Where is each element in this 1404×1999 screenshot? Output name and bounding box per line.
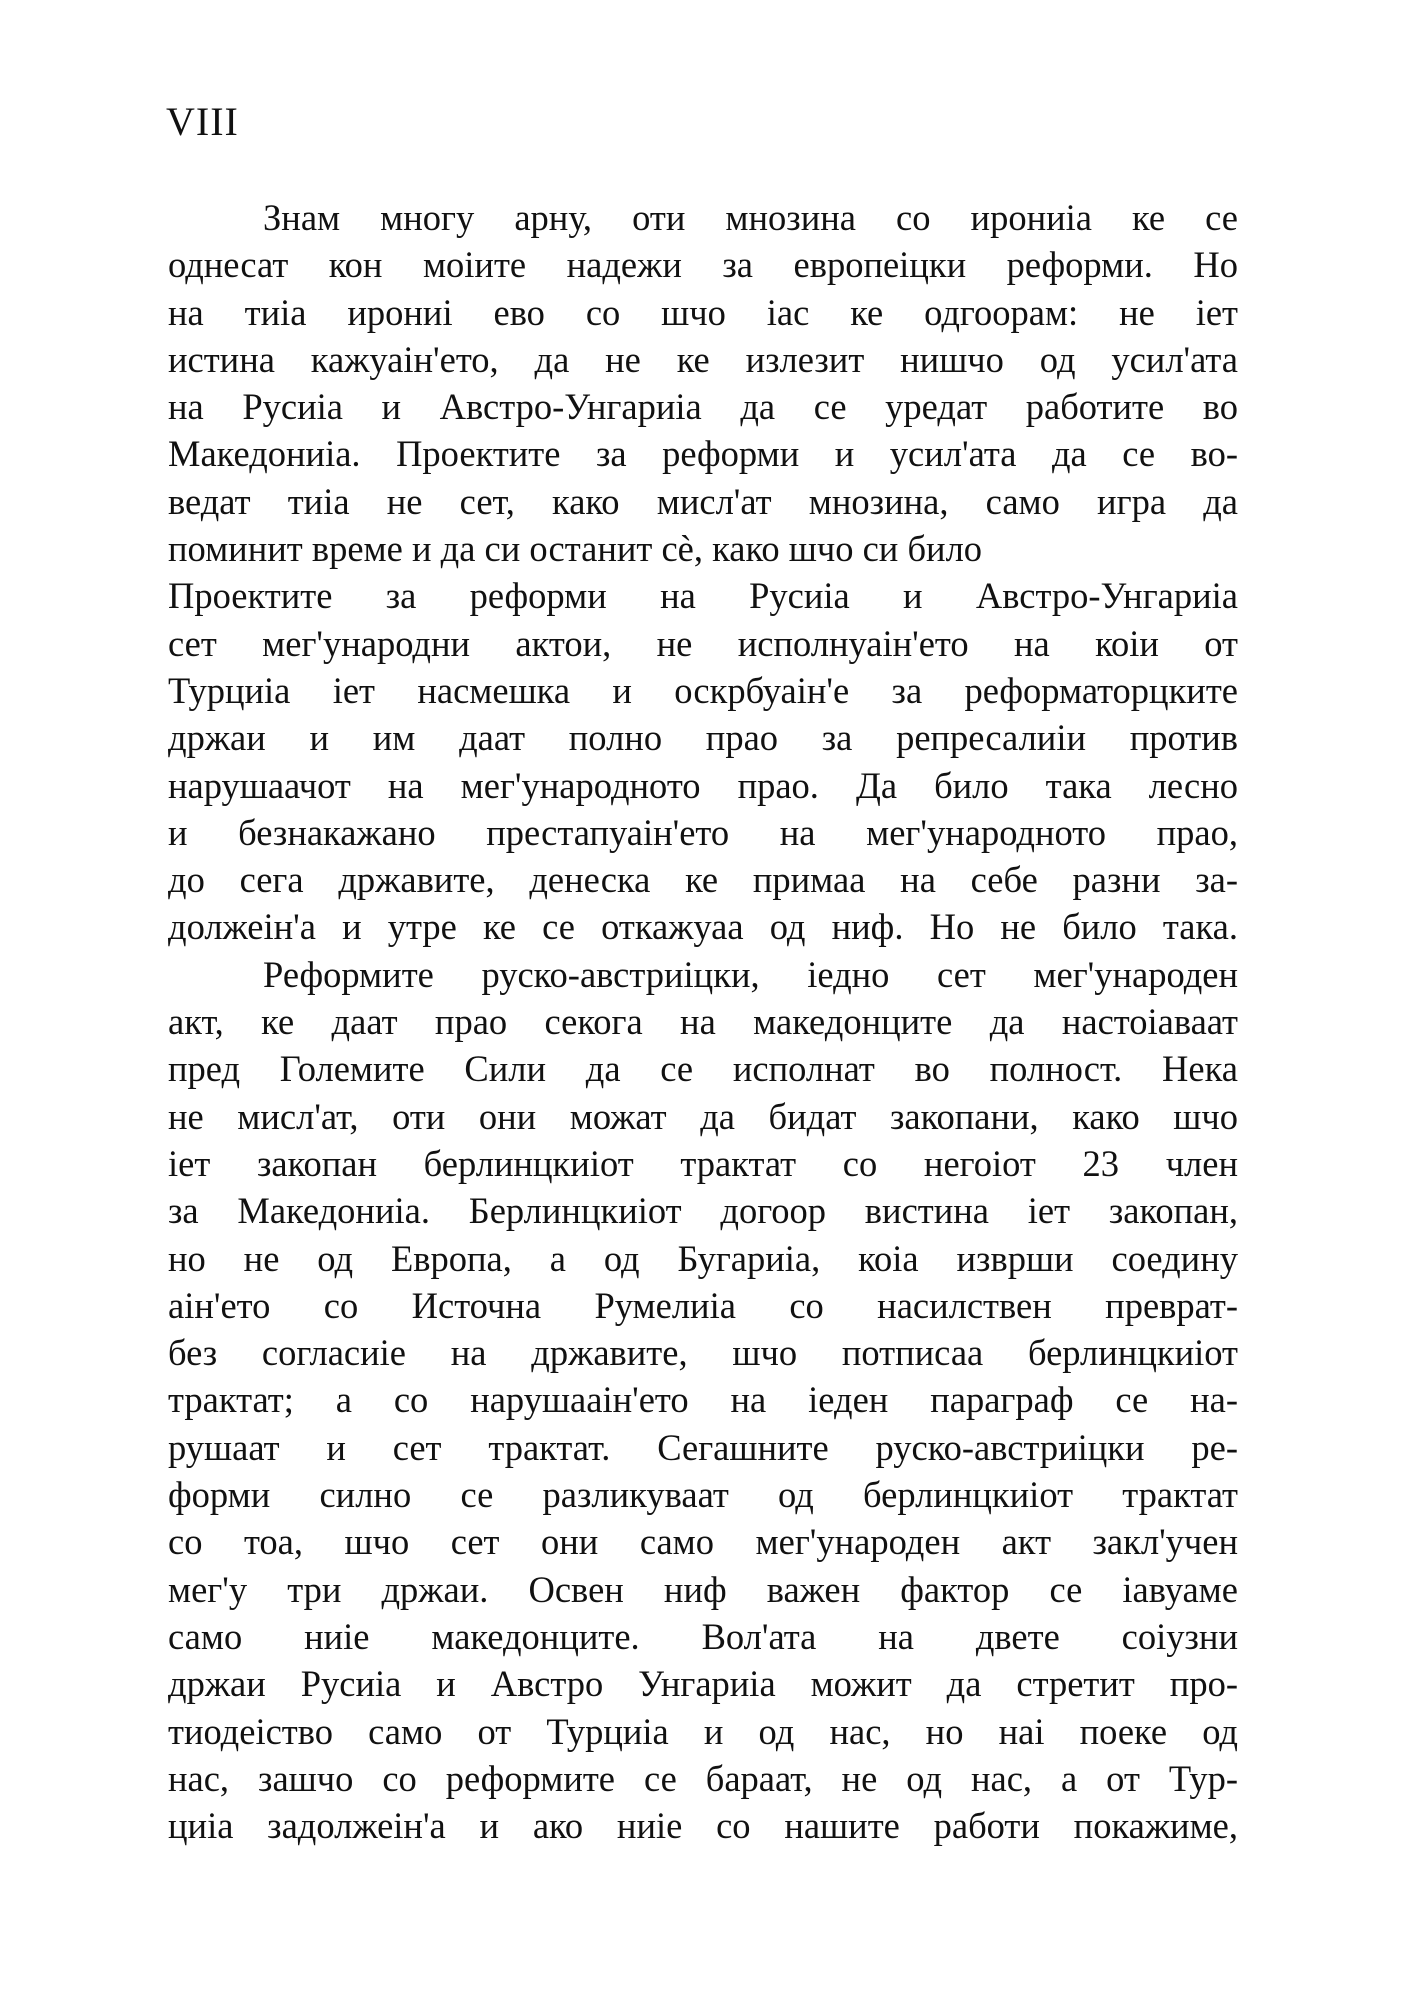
text-line: Знам многу арну, оти мнозина со ирониіа ке се [263, 197, 1238, 238]
text-line: должеін'а и утре ке се откажуаа од ниф. Но не било така. [168, 906, 1238, 948]
text-line: на Русиіа и Австро-Унгариіа да се уредат работите во [168, 386, 1238, 428]
text-line: рушаат и сет трактат. Сегашните руско-австриіцки ре- [168, 1426, 1238, 1468]
text-line: Турциіа іет насмешка и оскрбуаін'е за реформаторцките [168, 669, 1238, 711]
text-line: за Македониіа. Берлинцкиіот догоор вистина іет закопан, [168, 1190, 1238, 1232]
body-text [168, 194, 1238, 1849]
text-line: не мисл'ат, оти они можат да бидат закопани, како шчо [168, 1095, 1238, 1137]
text-line: со тоа, шчо сет они само мег'ународен акт закл'учен [168, 1521, 1238, 1563]
text-line: іет закопан берлинцкиіот трактат со негоіот 23 член [168, 1142, 1238, 1184]
text-line: нас, зашчо со реформите се бараат, не од нас, а от Тур- [168, 1757, 1238, 1799]
text-line: Реформите руско-австриіцки, іедно сет мег'ународен [263, 953, 1238, 995]
text-line: држаи Русиіа и Австро Унгариіа можит да стретит про- [168, 1663, 1238, 1705]
text-line: без согласиіе на државите, шчо потписаа берлинцкиіот [168, 1332, 1238, 1374]
text-line: пред Големите Сили да се исполнат во полност. Нека [168, 1048, 1238, 1090]
text-line: однесат кон моіите надежи за европеіцки реформи. Но [168, 244, 1238, 286]
text-line: аін'ето со Источна Румелиіа со насилствен преврат- [168, 1284, 1238, 1326]
text-line: истина кажуаін'ето, да не ке излезит нишчо од усил'ата [168, 338, 1238, 380]
text-line: поминит време и да си останит сè, како шчо си било [168, 528, 983, 570]
page-number: VIII [166, 99, 239, 144]
text-line: акт, ке даат прао секога на македонците да настоіаваат [168, 1001, 1238, 1043]
text-line: мег'у три држаи. Освен ниф важен фактор се іавуаме [168, 1568, 1238, 1610]
text-line: ведат тиіа не сет, како мисл'ат мнозина, само игра да [168, 480, 1238, 522]
text-line: но не од Европа, а од Бугариіа, коіа изврши соедину [168, 1237, 1238, 1279]
text-line: трактат; а со нарушааін'ето на іеден параграф се на- [168, 1379, 1238, 1421]
text-line: сет мег'ународни актои, не исполнуаін'ето на коіи от [168, 622, 1238, 664]
text-line: и безнакажано престапуаін'ето на мег'ународното прао, [168, 811, 1238, 853]
text-line: форми силно се разликуваат од берлинцкиіот трактат [168, 1474, 1238, 1516]
text-line: на тиіа ирониі ево со шчо іас ке одгоорам: не іет [168, 291, 1238, 333]
text-line: Македониіа. Проектите за реформи и усил'ата да се во- [168, 433, 1238, 475]
text-line: држаи и им даат полно прао за репресалиіи против [168, 717, 1238, 759]
text-line: нарушаачот на мег'ународното прао. Да било така лесно [168, 764, 1238, 806]
text-line: само ниіе македонците. Вол'ата на двете соіузни [168, 1615, 1238, 1657]
text-line: Проектите за реформи на Русиіа и Австро-Унгариіа [168, 575, 1238, 617]
text-line: до сега државите, денеска ке примаа на себе разни за- [168, 859, 1238, 901]
text-line: тиодеіство само от Турциіа и од нас, но наі поеке од [168, 1710, 1238, 1752]
text-line: циіа задолжеін'а и ако ниіе со нашите работи покажиме, [168, 1805, 1238, 1847]
